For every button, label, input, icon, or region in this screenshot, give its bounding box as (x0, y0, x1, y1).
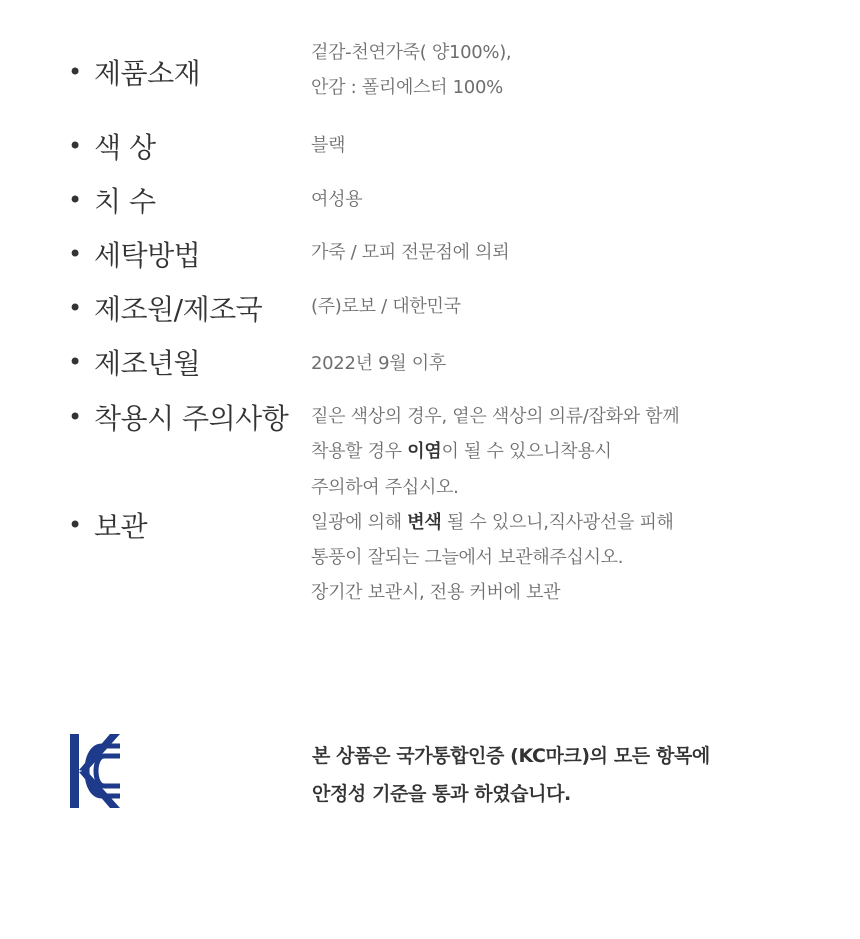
label-color-text: 색 상 (94, 131, 156, 164)
kc-certification-notice (312, 737, 710, 813)
value-manufacture-date: 2022년 9월 이후 (311, 353, 446, 374)
value-storage-line3: 장기간 보관시, 전용 커버에 보관 (311, 582, 561, 603)
value-storage-line2: 통풍이 잘되는 그늘에서 보관해주십시오. (311, 547, 624, 568)
emphasis-dye-transfer: 이염 (407, 441, 442, 462)
label-washing (68, 234, 200, 274)
kc-mark-icon (68, 732, 124, 812)
label-size (68, 180, 156, 220)
emphasis-discoloration: 변색 (407, 512, 442, 533)
label-manufacturer-text: 제조원/제조국 (94, 293, 263, 326)
kc-notice-line2: 안정성 기준을 통과 하였습니다. (312, 783, 571, 805)
label-color (68, 126, 156, 166)
label-wearing-caution (68, 397, 288, 437)
label-storage (68, 505, 147, 545)
bullet: • (68, 511, 82, 539)
label-manufacturer (68, 288, 262, 328)
kc-notice-line1: 본 상품은 국가통합인증 (KC마크)의 모든 항목에 (312, 745, 710, 767)
label-material (68, 52, 200, 92)
value-material-line1: 겉감-천연가죽( 양100%), (311, 42, 512, 63)
value-caution-line1: 짙은 색상의 경우, 옅은 색상의 의류/잡화와 함께 (311, 406, 680, 427)
bullet: • (68, 58, 82, 86)
value-caution-line2: 착용할 경우 이염이 될 수 있으니착용시 (311, 441, 612, 462)
value-size: 여성용 (311, 189, 363, 210)
label-storage-text: 보관 (94, 510, 148, 543)
label-material-text: 제품소재 (94, 57, 201, 90)
label-manufacture-date (68, 342, 200, 382)
bullet: • (68, 294, 82, 322)
bullet: • (68, 186, 82, 214)
value-manufacturer: (주)로보 / 대한민국 (311, 296, 461, 317)
label-washing-text: 세탁방법 (94, 239, 201, 272)
value-material-line2: 안감 : 폴리에스터 100% (311, 77, 503, 98)
value-color: 블랙 (311, 135, 346, 156)
bullet: • (68, 132, 82, 160)
value-storage-line1: 일광에 의해 변색 될 수 있으니,직사광선을 피해 (311, 512, 674, 533)
label-manufacture-date-text: 제조년월 (94, 347, 201, 380)
bullet: • (68, 403, 82, 431)
value-washing: 가죽 / 모피 전문점에 의뢰 (311, 242, 510, 263)
value-caution-line3: 주의하여 주십시오. (311, 477, 459, 498)
bullet: • (68, 348, 82, 376)
bullet: • (68, 240, 82, 268)
label-size-text: 치 수 (94, 185, 156, 218)
label-wearing-caution-text: 착용시 주의사항 (94, 402, 289, 435)
